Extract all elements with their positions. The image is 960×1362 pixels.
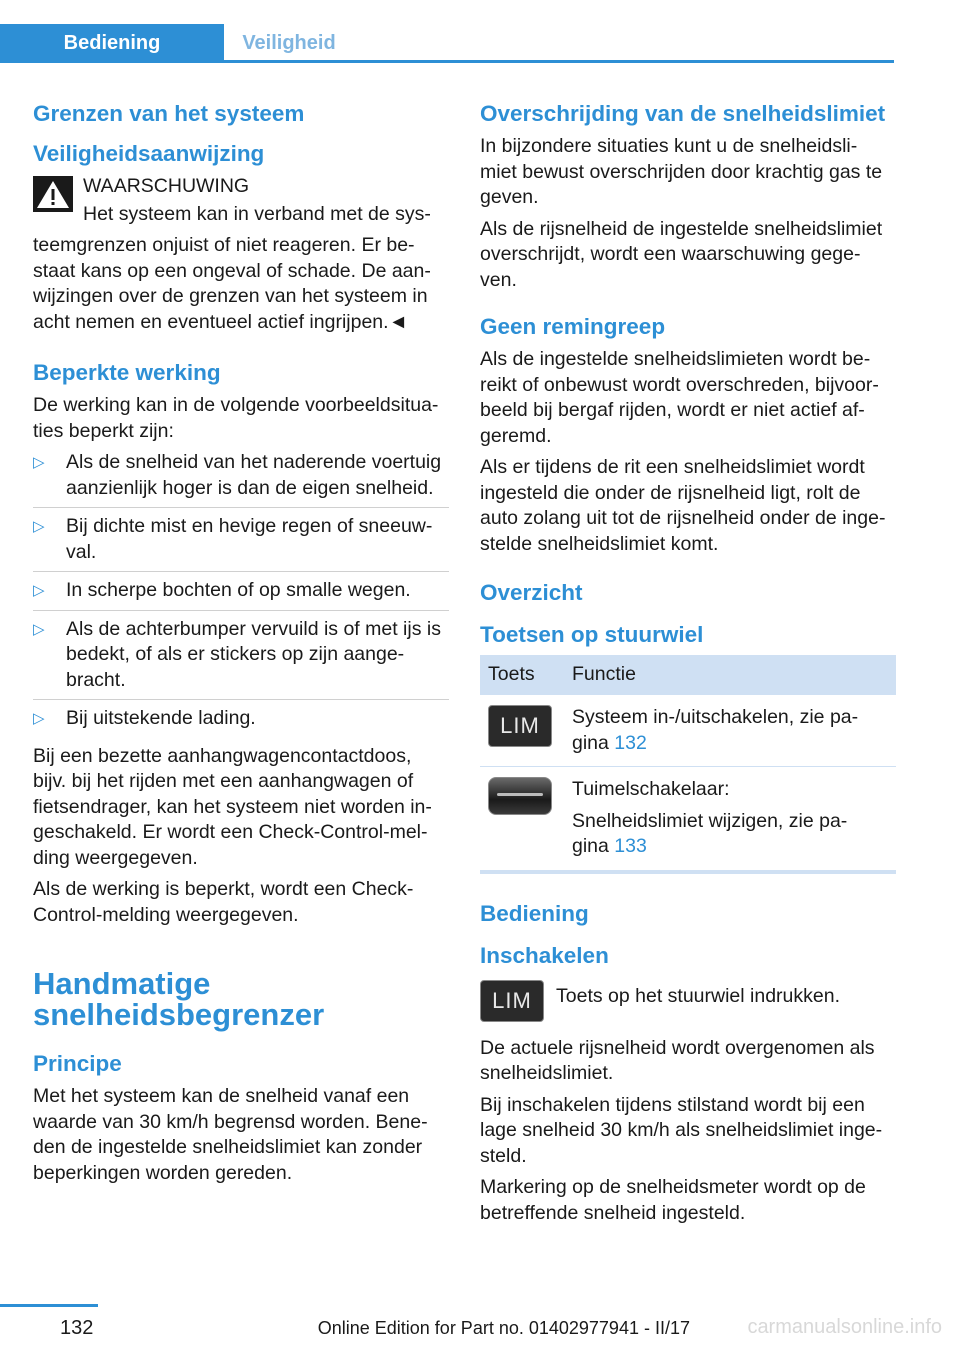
bullet-marker: ▷ [33, 518, 45, 535]
heading-veiligheidsaanwijzing: Veiligheidsaanwijzing [33, 141, 265, 166]
heading-toetsen: Toetsen op stuurwiel [480, 622, 704, 647]
list-item: ▷ Als de achterbumper vervuild is of met ijs is bedekt, of als er stickers op zijn aange- bracht. [33, 617, 449, 701]
heading-overschrijding: Overschrijding van de snelheidslimiet [480, 101, 886, 126]
warning-block [33, 174, 449, 335]
page-link-132[interactable]: 132 [614, 731, 647, 754]
heading-overzicht: Overzicht [480, 580, 583, 605]
left-column [33, 100, 449, 1192]
heading-geen-remingreep: Geen remingreep [480, 314, 666, 339]
table-header-row [480, 655, 896, 695]
para-check-control: Als de werking is beperkt, wordt een Check- Control-melding weergegeven. [33, 878, 414, 926]
warning-line1: Het systeem kan in verband met de sys- [83, 202, 431, 225]
table-row [480, 695, 896, 767]
watermark: carmanualsonline.info [747, 1316, 942, 1338]
limitations-list [33, 450, 449, 738]
rocker-switch-icon [488, 777, 552, 815]
warning-triangle-icon [33, 176, 73, 212]
heading-grenzen: Grenzen van het systeem [33, 101, 305, 126]
col-toets: Toets [480, 655, 564, 695]
list-item: ▷ Bij uitstekende lading. [33, 706, 449, 738]
bullet-marker: ▷ [33, 454, 45, 471]
para-inschakel-3: Markering op de snelheidsmeter wordt op de betreffende snelheid ingesteld. [480, 1176, 866, 1224]
row-rocker-function: Tuimelschakelaar: Snelheidslimiet wijzigen, zie pa- gina 133 [564, 767, 896, 872]
para-overschrijding-1: In bijzondere situaties kunt u de snelheidsli- miet bewust overschrijden door krachtig gas te geven. [480, 135, 883, 208]
para-inschakel-1: De actuele rijsnelheid wordt overgenomen als snelheidslimiet. [480, 1036, 875, 1084]
para-overschrijding-2: Als de rijsnelheid de ingestelde snelheidslimiet overschrijdt, wordt een waarschuwing gege- ven. [480, 217, 883, 291]
lim-button-icon: LIM [488, 705, 552, 747]
inschakel-instruction: LIM Toets op het stuurwiel indrukken. [480, 976, 896, 1022]
heading-handmatige-snelheidsbegrenzer: Handmatige snelheidsbegrenzer [33, 966, 325, 1032]
row-lim-function: Systeem in-/uitschakelen, zie pa- gina 132 [564, 695, 896, 767]
para-remingreep-1: Als de ingestelde snelheidslimieten wordt be- reikt of onbewust wordt overschreden, bijvoor- beeld bij bergaf rijden, wordt er niet actief af- geremd. [480, 348, 879, 447]
para-inschakel-2: Bij inschakelen tijdens stilstand wordt bij een lage snelheid 30 km/h als snelheidslimiet inge- steld. [480, 1093, 883, 1167]
footer-rule [0, 1304, 98, 1307]
heading-beperkte-werking: Beperkte werking [33, 360, 221, 385]
page-link-133[interactable]: 133 [614, 835, 647, 857]
heading-bediening: Bediening [480, 900, 589, 926]
list-item: ▷ Als de snelheid van het naderende voertuig aanzienlijk hoger is dan de eigen snelheid. [33, 450, 449, 508]
page-number: 132 [60, 1317, 94, 1339]
principe-text: Met het systeem kan de snelheid vanaf een waarde van 30 km/h begrensd worden. Bene- den de ingestelde snelheidslimiet kan zonder beperkingen worden gereden. [33, 1085, 428, 1184]
col-functie: Functie [564, 655, 896, 695]
header-rule [0, 60, 894, 63]
para-remingreep-2: Als er tijdens de rit een snelheidslimiet wordt ingesteld die onder de rijsnelheid ligt, rolt de auto zolang uit tot de rijsnelheid onder de inge- stelde snelheidslimiet komt. [480, 456, 886, 555]
tab-veiligheid[interactable]: Veiligheid [242, 31, 336, 54]
lim-button-icon: LIM [480, 980, 544, 1022]
bullet-marker: ▷ [33, 620, 45, 638]
warning-text: teemgrenzen onjuist of niet reageren. Er be- staat kans op een ongeval of schade. De aan- wijzingen over de grenzen van het systeem in acht nemen en eventueel actief ingrijpen.◄ [33, 234, 431, 333]
para-aanhangwagen: Bij een bezette aanhangwagencontactdoos, bijv. bij het rijden met een aanhangwagen of fietsendrager, kan het systeem niet worden in- geschakeld. Er wordt een Check-Control-mel- ding weergegeven. [33, 744, 432, 869]
right-column [480, 100, 896, 1232]
heading-principe: Principe [33, 1051, 122, 1076]
table-row [480, 767, 896, 872]
chapter-tabs [0, 24, 354, 62]
list-item: ▷ Bij dichte mist en hevige regen of sneeuw- val. [33, 514, 449, 572]
bullet-marker: ▷ [33, 582, 45, 599]
tab-bediening[interactable]: Bediening [0, 24, 224, 62]
heading-inschakelen: Inschakelen [480, 942, 609, 968]
warning-title: WAARSCHUWING [83, 175, 250, 197]
list-item: ▷ In scherpe bochten of op smalle wegen. [33, 578, 449, 611]
bullet-marker: ▷ [33, 710, 45, 727]
edition-text: Online Edition for Part no. 01402977941 - II/17 [317, 1318, 690, 1338]
beperkt-intro: De werking kan in de volgende voorbeeldsitua- ties beperkt zijn: [33, 394, 439, 442]
keys-table [480, 655, 896, 874]
